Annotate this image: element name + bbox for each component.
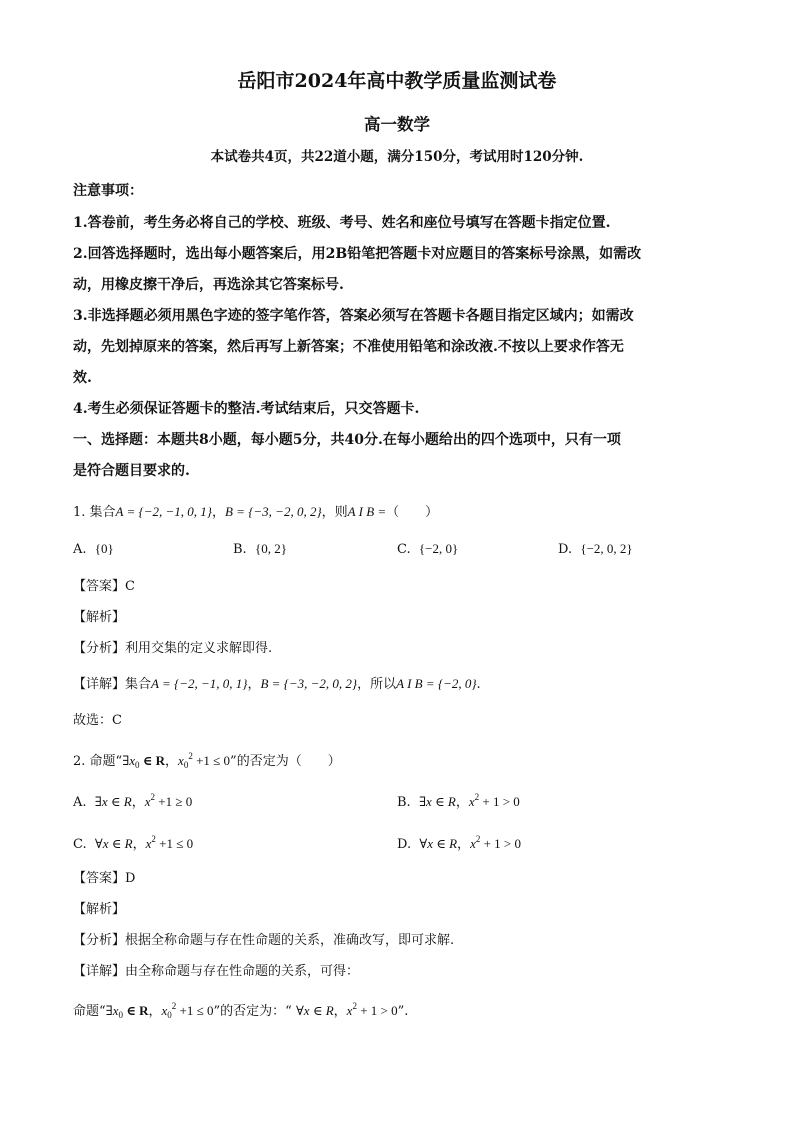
inequality: +1 ≥ 0 xyxy=(154,794,193,809)
variable: x xyxy=(145,836,152,851)
separator: ， xyxy=(247,677,261,692)
analysis-tag: 【解析】 xyxy=(73,902,126,917)
detail-so: ，所以 xyxy=(357,677,397,692)
option-b xyxy=(397,793,520,809)
separator: ， xyxy=(165,754,179,769)
option-c xyxy=(397,542,458,556)
analysis-detail xyxy=(73,677,481,691)
notice-line: 3.非选择题必须用黑色字迹的签字笔作答，答案必须写在答题卡各题目指定区域内；如需改 xyxy=(73,308,634,324)
inequality: + 1 > 0 xyxy=(356,1003,398,1018)
subscript: 0 xyxy=(118,1010,123,1020)
separator: ， xyxy=(333,1004,347,1019)
notice-heading: 注意事项： xyxy=(73,183,143,199)
section-heading: 是符合题目要求的. xyxy=(73,463,190,479)
quantifier: ∀x ∈ R xyxy=(295,1003,334,1018)
option-label: D. xyxy=(397,837,412,852)
subscript: 0 xyxy=(135,760,140,770)
analysis-detail: 【详解】由全称命题与存在性命题的关系，可得： xyxy=(73,964,360,979)
option-d xyxy=(558,542,633,556)
conclusion-end: ”. xyxy=(397,1004,409,1019)
notice-line: 动，先划掉原来的答案，然后再写上新答案；不准使用铅笔和涂改液.不按以上要求作答无 xyxy=(73,339,624,355)
notice-line: 4.考生必须保证答题卡的整洁.考试结束后，只交答题卡. xyxy=(73,401,420,417)
exponent: 2 xyxy=(475,834,481,844)
option-label: A. xyxy=(73,795,87,810)
page-subtitle: 高一数学 xyxy=(364,115,430,134)
intersection-result: A I B = {−2, 0} xyxy=(396,676,477,691)
quantifier: ∃x xyxy=(122,753,136,768)
domain-r: ∈ R xyxy=(139,753,166,768)
option-d xyxy=(397,835,521,851)
separator: ， xyxy=(457,837,471,852)
variable: x xyxy=(468,794,475,809)
set-a: A = {−2, −1, 0, 1} xyxy=(151,676,248,691)
set-b: B = {−3, −2, 0, 2} xyxy=(260,676,358,691)
option-label: B. xyxy=(397,795,411,810)
inequality: + 1 > 0 xyxy=(479,794,520,809)
variable: x xyxy=(144,794,151,809)
option-b xyxy=(233,542,287,556)
option-label: D. xyxy=(558,542,573,557)
set-b: B = {−3, −2, 0, 2} xyxy=(224,504,322,519)
notice-line: 2.回答选择题时，选出每小题答案后，用2B铅笔把答题卡对应题目的答案标号涂黑，如需改 xyxy=(73,246,642,262)
subscript: 0 xyxy=(183,760,189,770)
variable: x xyxy=(346,1003,353,1018)
conclusion-prefix: 命题“ xyxy=(73,1004,106,1019)
question-2-prefix: 2. 命题“ xyxy=(73,754,123,769)
option-label: A. xyxy=(73,542,87,557)
exponent: 2 xyxy=(151,834,156,844)
inequality: + 1 > 0 xyxy=(480,836,522,851)
exponent: 2 xyxy=(474,792,480,802)
option-value: {0} xyxy=(94,541,114,556)
conclusion-line xyxy=(73,1002,408,1020)
option-label: B. xyxy=(233,542,247,557)
quantifier: ∃x ∈ R xyxy=(418,794,456,809)
separator: ， xyxy=(131,795,145,810)
exponent: 2 xyxy=(352,1001,357,1011)
inequality: +1 ≤ 0 xyxy=(192,753,231,768)
option-value: {0, 2} xyxy=(254,541,287,556)
separator: ， xyxy=(211,505,225,520)
variable: x xyxy=(161,1003,168,1018)
inequality: +1 ≤ 0 xyxy=(176,1003,214,1018)
intersection-expr: A I B = xyxy=(347,504,387,519)
quantifier: ∀x ∈ R xyxy=(94,836,133,851)
separator: ， xyxy=(132,837,146,852)
variable: x xyxy=(470,836,476,851)
conclusion-mid: ”的否定为：“ xyxy=(213,1004,296,1019)
page-title: 岳阳市2024年高中教学质量监测试卷 xyxy=(237,70,557,92)
quantifier: ∀x ∈ R xyxy=(419,836,458,851)
exponent: 2 xyxy=(171,1001,177,1011)
domain-r: ∈ R xyxy=(122,1003,149,1018)
question-2-suffix: ”的否定为（ ） xyxy=(230,754,341,769)
option-a xyxy=(73,793,192,809)
detail-prefix: 【详解】集合 xyxy=(73,677,152,692)
notice-line: 1.答卷前，考生务必将自己的学校、班级、考号、姓名和座位号填写在答题卡指定位置. xyxy=(73,215,611,231)
exam-info: 本试卷共4页，共22道小题，满分150分，考试用时120分钟. xyxy=(210,149,584,165)
separator: ， xyxy=(455,795,469,810)
notice-line: 效. xyxy=(73,370,92,386)
option-value: {−2, 0, 2} xyxy=(580,541,633,556)
answer-line: 【答案】D xyxy=(73,871,136,886)
exponent: 2 xyxy=(150,792,155,802)
separator: ， xyxy=(148,1004,162,1019)
option-label: C. xyxy=(397,542,411,557)
choice-line: 故选：C xyxy=(73,713,122,728)
exponent: 2 xyxy=(188,751,193,761)
inequality: +1 ≤ 0 xyxy=(155,836,194,851)
option-a xyxy=(73,542,114,556)
quantifier: ∃x ∈ R xyxy=(94,794,132,809)
notice-line: 动，用橡皮擦干净后，再选涂其它答案标号. xyxy=(73,277,344,293)
question-2-stem xyxy=(73,752,341,770)
analysis-fenxi: 【分析】利用交集的定义求解即得. xyxy=(73,641,273,656)
option-c xyxy=(73,835,193,851)
quantifier: ∃x xyxy=(105,1003,119,1018)
variable: x xyxy=(178,753,184,768)
question-1-prefix: 1. 集合 xyxy=(73,505,116,520)
set-a: A = {−2, −1, 0, 1} xyxy=(115,504,212,519)
analysis-fenxi: 【分析】根据全称命题与存在性命题的关系，准确改写，即可求解. xyxy=(73,933,455,948)
answer-line: 【答案】C xyxy=(73,579,135,594)
question-1-ask: ，则 xyxy=(321,505,348,520)
option-value: {−2, 0} xyxy=(418,541,459,556)
detail-end: . xyxy=(476,677,481,692)
section-heading: 一、选择题：本题共8小题，每小题5分，共40分.在每小题给出的四个选项中，只有一项 xyxy=(73,432,621,448)
subscript: 0 xyxy=(167,1010,172,1020)
analysis-tag: 【解析】 xyxy=(73,610,126,625)
question-1-stem xyxy=(73,505,438,519)
option-label: C. xyxy=(73,837,87,852)
answer-paren: （ ） xyxy=(386,505,439,520)
